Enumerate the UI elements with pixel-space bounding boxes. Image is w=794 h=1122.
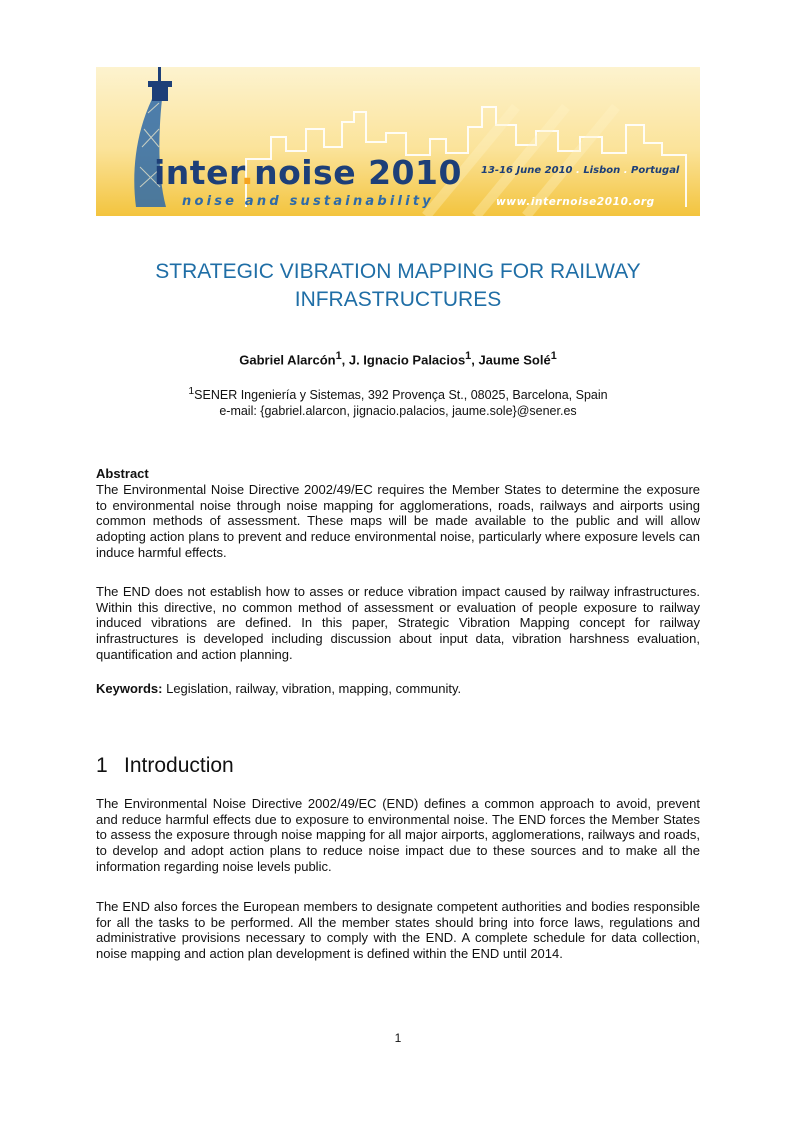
author-name: Gabriel Alarcón (239, 352, 336, 368)
author-separator: , (341, 352, 349, 368)
author-separator: , (471, 352, 479, 368)
keywords-label: Keywords: (96, 681, 163, 696)
conference-tagline: noise and sustainability (182, 194, 434, 209)
brand-part1: inter (154, 153, 242, 192)
keywords-text: Legislation, railway, vibration, mapping, community. (166, 681, 462, 696)
body-paragraph: The END also forces the European members to designate competent authorities and bodies responsible for all the tasks to be performed. All the member states should bring into force laws, regulations and administrative provisions necessary to comply with the END. A complete schedule for data collection, noise mapping and action plan development is defined within the END until 2014. (96, 899, 700, 962)
section-heading (96, 754, 234, 778)
affiliation-text: SENER Ingeniería y Sistemas, 392 Provença St., 08025, Barcelona, Spain (194, 388, 608, 403)
section-number: 1 (96, 754, 108, 777)
dot-separator: . (623, 165, 628, 176)
author-list (96, 350, 700, 367)
author-sup: 1 (550, 350, 557, 362)
conference-logo-text (154, 153, 462, 192)
section-title: Introduction (124, 754, 234, 777)
conference-website: www.internoise2010.org (496, 196, 655, 208)
country-text: Portugal (631, 165, 680, 176)
keywords-line (96, 681, 700, 697)
conference-dates (481, 165, 679, 176)
affiliation-block (96, 384, 700, 419)
author-sup: 1 (465, 350, 472, 362)
city-text: Lisbon (583, 165, 621, 176)
affiliation-sup: 1 (188, 386, 195, 397)
author-name: Jaume Solé (478, 352, 551, 368)
affiliation (96, 384, 700, 403)
brand-part2: noise 2010 (254, 153, 462, 192)
abstract-paragraph: The END does not establish how to asses or reduce vibration impact caused by railway infrastructures. Within this directive, no common method of assessment or evaluation of people exposure to railway induced vibrations are defined. In this paper, Strategic Vibration Mapping concept for railway infrastructures is developed including discussion about input data, vibration harshness evaluation, quantification and action planning. (96, 584, 700, 662)
author-sup: 1 (335, 350, 342, 362)
body-paragraph: The Environmental Noise Directive 2002/49/EC (END) defines a common approach to avoid, prevent and reduce harmful effects due to exposure to environmental noise. The END forces the Member States to assess the exposure through noise mapping for all major airports, agglomerations, railways and roads, to develop and adopt action plans to reduce noise impact due to these sources and to make all the information regarding noise levels public. (96, 796, 700, 874)
dot-separator: . (576, 165, 580, 176)
abstract-paragraph: The Environmental Noise Directive 2002/49/EC requires the Member States to determine the exposure to environmental noise through noise mapping for agglomerations, roads, railways and airports using common methods of assessment. These maps will be made available to the public and will allow adopting action plans to prevent and reduce environmental noise, particularly where exposure levels can induce harmful effects. (96, 482, 700, 560)
page-number: 1 (394, 1031, 402, 1045)
conference-banner (96, 67, 700, 216)
brand-dot: . (241, 153, 255, 192)
author-name: J. Ignacio Palacios (348, 352, 466, 368)
abstract-heading: Abstract (96, 466, 149, 481)
email-line: e-mail: {gabriel.alarcon, jignacio.palacios, jaume.sole}@sener.es (219, 404, 577, 419)
dates-text: 13-16 June 2010 (481, 165, 573, 176)
paper-title: STRATEGIC VIBRATION MAPPING FOR RAILWAY INFRASTRUCTURES (155, 260, 641, 311)
